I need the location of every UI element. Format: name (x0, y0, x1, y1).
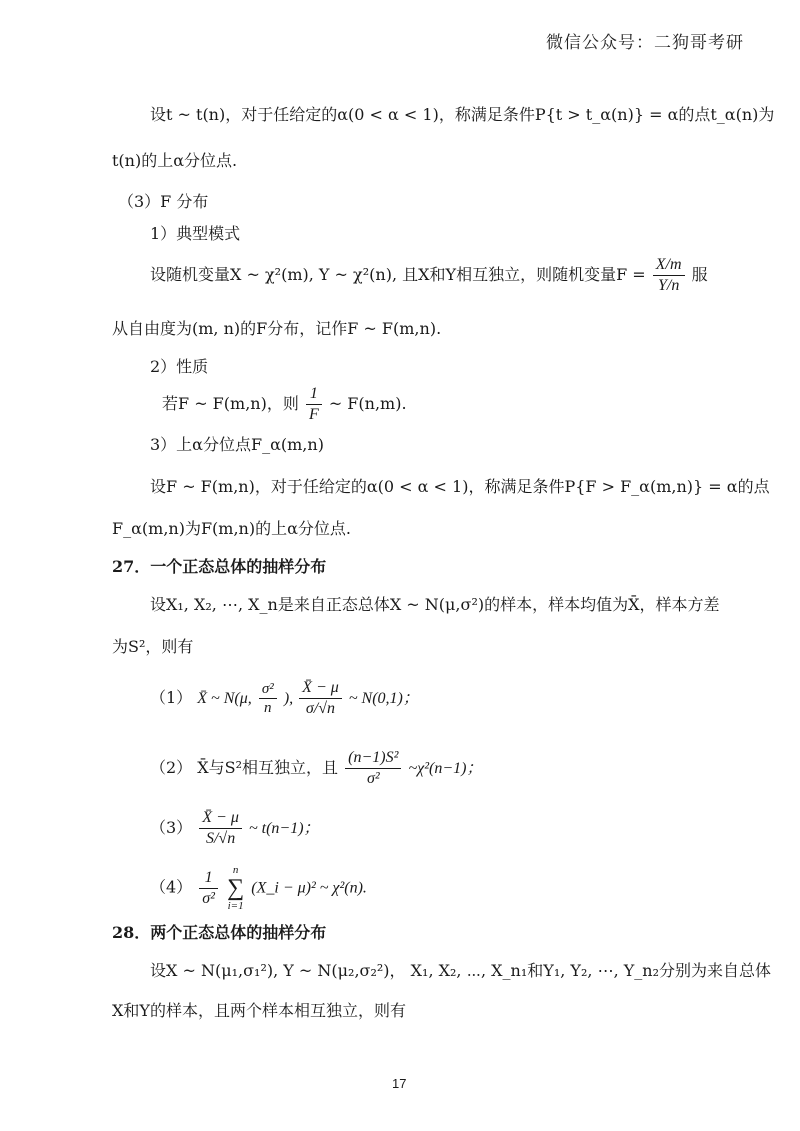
fraction-denominator: Y/n (657, 277, 680, 294)
summation (227, 864, 244, 912)
fraction-numerator: σ² (259, 680, 277, 699)
fraction (199, 808, 242, 849)
subsection-heading: 1）典型模式 (150, 224, 241, 243)
formula-text: ~ t(n−1)； (248, 820, 320, 837)
fraction-denominator: F (308, 406, 319, 423)
text-line: 设X₁, X₂, ⋯, X_n是来自正态总体X ~ N(μ,σ²)的样本，样本均值为X̄，样本方差 (150, 595, 720, 614)
fraction (299, 678, 342, 719)
formula-line (162, 384, 407, 425)
section-heading: （3）F 分布 (118, 192, 209, 211)
text-line: 设t ~ t(n)，对于任给定的α(0 < α < 1)，称满足条件P{t > t_α(n)} = α的点t_α(n)为 (150, 105, 775, 124)
formula-text: 设随机变量X ~ χ²(m), Y ~ χ²(n), 且X和Y相互独立，则随机变量F = (150, 265, 646, 284)
section-heading-27: 27．一个正态总体的抽样分布 (112, 557, 327, 576)
text-line: 从自由度为(m, n)的F分布，记作F ~ F(m,n). (112, 319, 442, 338)
formula-line (150, 255, 708, 296)
text-line: 为S²，则有 (112, 637, 194, 656)
fraction-denominator: n (264, 700, 272, 716)
formula-text: (X_i − μ)² ~ χ²(n). (251, 879, 367, 897)
fraction-numerator: X/m (653, 255, 685, 276)
fraction (306, 384, 322, 425)
formula-text: X̄ ~ N(μ, (197, 690, 252, 707)
formula-text: ), (283, 690, 298, 707)
fraction (345, 748, 401, 789)
sum-upper-limit: n (232, 864, 239, 876)
fraction (199, 868, 218, 909)
fraction-denominator: σ² (202, 889, 215, 907)
fraction-numerator: (n−1)S² (345, 748, 401, 769)
sum-symbol: ∑ (227, 875, 245, 901)
formula-text: ~ N(0,1)； (348, 690, 419, 707)
equation-3 (150, 808, 320, 849)
formula-text: 若F ~ F(m,n)，则 (162, 394, 299, 413)
equation-2 (150, 748, 482, 789)
fraction (653, 255, 685, 296)
section-heading-28: 28．两个正态总体的抽样分布 (112, 923, 327, 942)
formula-text: ~ F(n,m). (328, 394, 407, 413)
text-line: t(n)的上α分位点. (112, 151, 238, 170)
fraction-numerator: 1 (306, 384, 322, 405)
equation-4 (150, 864, 367, 912)
fraction-numerator: X̄ − μ (299, 678, 342, 699)
subsection-heading: 3）上α分位点F_α(m,n) (150, 435, 324, 454)
fraction-numerator: 1 (199, 868, 218, 889)
equation-label: （2） (150, 758, 193, 777)
fraction-denominator: σ² (366, 770, 380, 787)
formula-text: 服 (691, 265, 708, 284)
fraction-denominator: S/√n (205, 830, 236, 847)
equation-label: （3） (150, 818, 193, 837)
text-line: 设X ~ N(μ₁,σ₁²), Y ~ N(μ₂,σ₂²)， X₁, X₂, ⋯, X_n₁和Y₁, Y₂, ⋯, Y_n₂分别为来自总体 (150, 961, 772, 980)
fraction (259, 680, 277, 717)
formula-text: X̄与S²相互独立，且 (197, 758, 339, 777)
text-line: 设F ~ F(m,n)，对于任给定的α(0 < α < 1)，称满足条件P{F > F_α(m,n)} = α的点 (150, 477, 770, 496)
text-line: X和Y的样本，且两个样本相互独立，则有 (112, 1001, 406, 1020)
subsection-heading: 2）性质 (150, 357, 209, 376)
fraction-numerator: X̄ − μ (199, 808, 242, 829)
page-number: 17 (392, 1076, 407, 1091)
equation-1 (150, 678, 419, 719)
text-line: F_α(m,n)为F(m,n)的上α分位点. (112, 519, 351, 538)
equation-label: （4） (150, 877, 193, 897)
formula-text: ~χ²(n−1)； (408, 760, 483, 777)
sum-lower-limit: i=1 (227, 900, 244, 912)
equation-label: （1） (150, 688, 193, 707)
page-header: 微信公众号：二狗哥考研 (546, 33, 744, 53)
fraction-denominator: σ/√n (305, 700, 336, 717)
